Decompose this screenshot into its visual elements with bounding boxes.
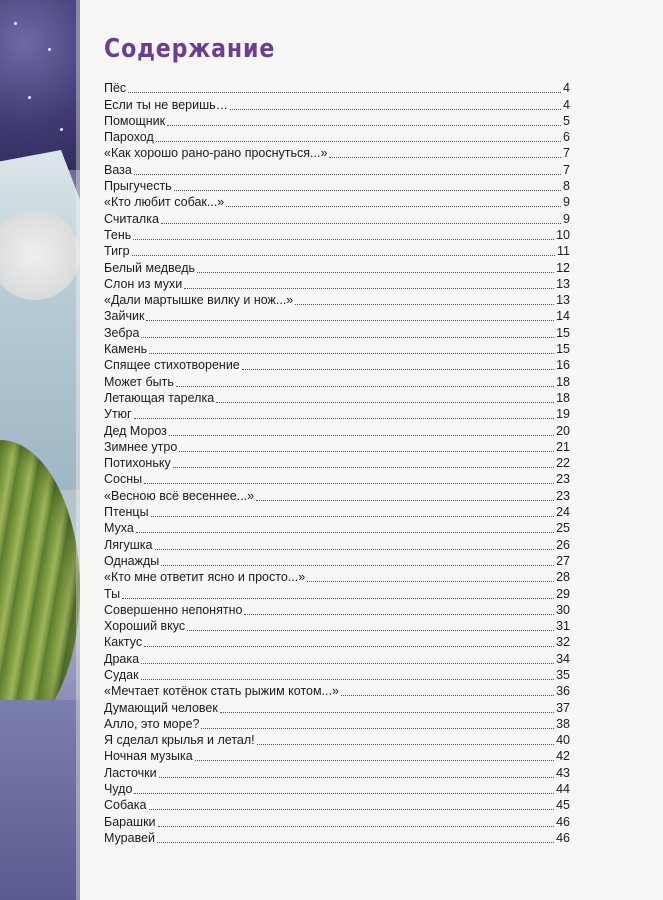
toc-entry-title: Муравей <box>104 830 156 845</box>
dot-leader <box>179 450 554 452</box>
dot-leader <box>149 352 554 354</box>
toc-entry <box>104 259 570 275</box>
toc-entry-title: Спящее стихотворение <box>104 358 240 373</box>
toc-entry <box>104 243 570 259</box>
toc-entry <box>104 161 570 177</box>
toc-entry-page-number: 9 <box>563 211 570 226</box>
toc-entry <box>104 650 570 666</box>
toc-entry-title: «Дали мартышке вилку и нож...» <box>104 293 294 308</box>
toc-entry-page-number: 5 <box>563 113 570 128</box>
toc-entry <box>104 373 570 389</box>
toc-entry-page-number: 40 <box>556 733 570 748</box>
toc-entry-page-number: 16 <box>556 358 570 373</box>
dot-leader <box>256 499 554 501</box>
toc-entry-title: Потихоньку <box>104 456 171 471</box>
toc-entry-page-number: 15 <box>556 325 570 340</box>
toc-entry <box>104 455 570 471</box>
toc-entry-page-number: 18 <box>556 390 570 405</box>
side-illustration <box>0 0 80 900</box>
dot-leader <box>156 140 561 142</box>
toc-entry-page-number: 13 <box>556 293 570 308</box>
dot-leader <box>134 417 554 419</box>
toc-entry-title: Прыгучесть <box>104 179 172 194</box>
star-icon <box>60 128 63 131</box>
dot-leader <box>133 238 554 240</box>
toc-entry-title: Пёс <box>104 81 127 96</box>
dot-leader <box>220 711 554 713</box>
toc-entry-title: «Кто любит собак...» <box>104 195 225 210</box>
toc-entry-title: Тень <box>104 227 132 242</box>
toc-entry-title: Ты <box>104 586 121 601</box>
toc-entry-page-number: 24 <box>556 505 570 520</box>
toc-entry-page-number: 44 <box>556 782 570 797</box>
toc-entry <box>104 276 570 292</box>
toc-entry-title: Может быть <box>104 374 174 389</box>
toc-entry-title: Однажды <box>104 553 160 568</box>
dot-leader <box>329 156 561 158</box>
toc-entry-title: Барашки <box>104 814 156 829</box>
toc-entry <box>104 406 570 422</box>
dot-leader <box>176 385 554 387</box>
dot-leader <box>132 254 555 256</box>
toc-entry-page-number: 27 <box>556 553 570 568</box>
star-icon <box>48 48 51 51</box>
dot-leader <box>159 776 554 778</box>
toc-entry <box>104 341 570 357</box>
toc-entry-page-number: 4 <box>563 97 570 112</box>
toc-entry-page-number: 21 <box>556 439 570 454</box>
toc-entry-page-number: 29 <box>556 586 570 601</box>
toc-entry-title: Муха <box>104 521 134 536</box>
toc-entry <box>104 732 570 748</box>
dot-leader <box>201 727 554 729</box>
toc-entry-page-number: 37 <box>556 700 570 715</box>
toc-entry-title: Судак <box>104 667 139 682</box>
toc-entry-title: «Как хорошо рано-рано проснуться...» <box>104 146 328 161</box>
dot-leader <box>146 319 554 321</box>
dot-leader <box>161 222 561 224</box>
toc-entry <box>104 487 570 503</box>
dot-leader <box>169 434 554 436</box>
toc-entry <box>104 830 570 846</box>
illustration-edge <box>76 0 80 900</box>
dot-leader <box>257 743 554 745</box>
toc-entry <box>104 324 570 340</box>
toc-entry-page-number: 26 <box>556 537 570 552</box>
dot-leader <box>161 564 554 566</box>
toc-entry-title: Ласточки <box>104 765 157 780</box>
toc-entry-title: Зайчик <box>104 309 145 324</box>
dot-leader <box>341 694 554 696</box>
toc-entry-title: Дед Мороз <box>104 423 167 438</box>
toc-entry-title: Совершенно непонятно <box>104 602 243 617</box>
toc-entry-page-number: 30 <box>556 602 570 617</box>
toc-entry-page-number: 31 <box>556 619 570 634</box>
toc-entry-title: Считалка <box>104 211 159 226</box>
dot-leader <box>144 482 554 484</box>
toc-entry-page-number: 28 <box>556 570 570 585</box>
toc-entry-page-number: 7 <box>563 162 570 177</box>
toc-entry-page-number: 34 <box>556 651 570 666</box>
toc-entry <box>104 227 570 243</box>
toc-entry-title: Птенцы <box>104 505 149 520</box>
dot-leader <box>134 173 561 175</box>
toc-entry-page-number: 4 <box>563 81 570 96</box>
toc-entry-title: Драка <box>104 651 140 666</box>
toc-entry-title: «Кто мне ответит ясно и просто...» <box>104 570 306 585</box>
toc-entry <box>104 683 570 699</box>
toc-entry <box>104 96 570 112</box>
toc-entry-page-number: 42 <box>556 749 570 764</box>
toc-entry-page-number: 25 <box>556 521 570 536</box>
toc-entry-title: Белый медведь <box>104 260 196 275</box>
toc-entry <box>104 129 570 145</box>
toc-entry <box>104 292 570 308</box>
toc-entry-title: Собака <box>104 798 147 813</box>
toc-entry <box>104 667 570 683</box>
dot-leader <box>195 759 554 761</box>
dot-leader <box>149 808 555 810</box>
dot-leader <box>122 597 554 599</box>
dot-leader <box>141 662 554 664</box>
toc-entry <box>104 357 570 373</box>
toc-entry <box>104 113 570 129</box>
toc-entry-title: Слон из мухи <box>104 276 183 291</box>
toc-entry <box>104 439 570 455</box>
toc-entry-page-number: 10 <box>556 227 570 242</box>
toc-entry <box>104 781 570 797</box>
illustration-bottom <box>0 700 80 900</box>
toc-entry-title: Ночная музыка <box>104 749 193 764</box>
dot-leader <box>155 548 555 550</box>
dot-leader <box>167 124 561 126</box>
toc-entry-title: Зебра <box>104 325 140 340</box>
toc-entry-page-number: 36 <box>556 684 570 699</box>
toc-entry <box>104 585 570 601</box>
toc-entry-page-number: 23 <box>556 488 570 503</box>
toc-entry-page-number: 8 <box>563 179 570 194</box>
toc-entry <box>104 178 570 194</box>
toc-entry-title: Тигр <box>104 244 130 259</box>
toc-entry <box>104 536 570 552</box>
toc-entry-page-number: 22 <box>556 456 570 471</box>
toc-entry-title: Пароход <box>104 130 154 145</box>
toc-entry-page-number: 32 <box>556 635 570 650</box>
toc-entry <box>104 748 570 764</box>
toc-entry <box>104 210 570 226</box>
toc-entry-title: Зимнее утро <box>104 439 178 454</box>
dot-leader <box>151 515 555 517</box>
toc-entry-page-number: 35 <box>556 667 570 682</box>
dot-leader <box>173 466 554 468</box>
dot-leader <box>307 580 554 582</box>
toc-entry <box>104 471 570 487</box>
toc-entry-page-number: 45 <box>556 798 570 813</box>
toc-entry <box>104 618 570 634</box>
toc-entry <box>104 194 570 210</box>
star-icon <box>28 96 31 99</box>
dot-leader <box>197 271 554 273</box>
toc-entry-page-number: 20 <box>556 423 570 438</box>
toc-entry-page-number: 12 <box>556 260 570 275</box>
toc-entry-page-number: 43 <box>556 765 570 780</box>
dot-leader <box>174 189 561 191</box>
toc-entry-title: Лягушка <box>104 537 153 552</box>
toc-entry-page-number: 7 <box>563 146 570 161</box>
toc-entry <box>104 504 570 520</box>
toc-entry <box>104 80 570 96</box>
page-title: Содержание <box>104 34 276 64</box>
dot-leader <box>216 401 554 403</box>
toc-entry <box>104 699 570 715</box>
toc-entry <box>104 797 570 813</box>
toc-entry-title: Камень <box>104 342 148 357</box>
toc-entry <box>104 422 570 438</box>
toc-entry-page-number: 9 <box>563 195 570 210</box>
toc-entry-page-number: 11 <box>557 244 570 259</box>
toc-entry-title: Я сделал крылья и летал! <box>104 733 255 748</box>
toc-entry-page-number: 15 <box>556 342 570 357</box>
toc-entry <box>104 569 570 585</box>
dot-leader <box>157 841 554 843</box>
toc-entry-title: Хороший вкус <box>104 619 186 634</box>
toc-entry <box>104 520 570 536</box>
star-icon <box>14 22 17 25</box>
toc-entry-page-number: 23 <box>556 472 570 487</box>
toc-entry-title: Летающая тарелка <box>104 390 215 405</box>
toc-entry <box>104 716 570 732</box>
toc-entry-page-number: 38 <box>556 716 570 731</box>
toc-entry-title: Думающий человек <box>104 700 218 715</box>
toc-entry-title: Утюг <box>104 407 132 422</box>
dot-leader <box>144 645 554 647</box>
dot-leader <box>141 336 554 338</box>
toc-entry-title: Кактус <box>104 635 143 650</box>
toc-entry <box>104 634 570 650</box>
toc-entry-title: Помощник <box>104 113 166 128</box>
table-of-contents <box>104 80 570 846</box>
toc-entry-title: Чудо <box>104 782 133 797</box>
toc-entry <box>104 553 570 569</box>
toc-entry <box>104 308 570 324</box>
toc-entry <box>104 764 570 780</box>
toc-entry-page-number: 14 <box>556 309 570 324</box>
dot-leader <box>134 792 554 794</box>
dot-leader <box>244 613 554 615</box>
toc-entry <box>104 602 570 618</box>
toc-entry-title: Если ты не веришь… <box>104 97 229 112</box>
toc-entry-title: «Мечтает котёнок стать рыжим котом...» <box>104 684 339 699</box>
toc-entry <box>104 390 570 406</box>
toc-entry <box>104 813 570 829</box>
dot-leader <box>230 108 561 110</box>
toc-entry-title: Ваза <box>104 162 132 177</box>
toc-entry-page-number: 18 <box>556 374 570 389</box>
dot-leader <box>242 368 554 370</box>
toc-entry <box>104 145 570 161</box>
dot-leader <box>187 629 554 631</box>
toc-entry-title: «Весною всё весеннее...» <box>104 488 255 503</box>
dot-leader <box>295 303 554 305</box>
dot-leader <box>141 678 555 680</box>
night-sky <box>0 0 80 170</box>
toc-entry-page-number: 13 <box>556 276 570 291</box>
dot-leader <box>184 287 554 289</box>
snowy-mountain <box>0 150 80 490</box>
toc-entry-page-number: 46 <box>556 830 570 845</box>
toc-entry-title: Алло, это море? <box>104 716 200 731</box>
toc-entry-page-number: 6 <box>563 130 570 145</box>
dot-leader <box>158 825 555 827</box>
toc-entry-page-number: 46 <box>556 814 570 829</box>
dot-leader <box>136 531 554 533</box>
toc-entry-title: Сосны <box>104 472 143 487</box>
dot-leader <box>128 91 561 93</box>
toc-entry-page-number: 19 <box>556 407 570 422</box>
dot-leader <box>226 205 561 207</box>
